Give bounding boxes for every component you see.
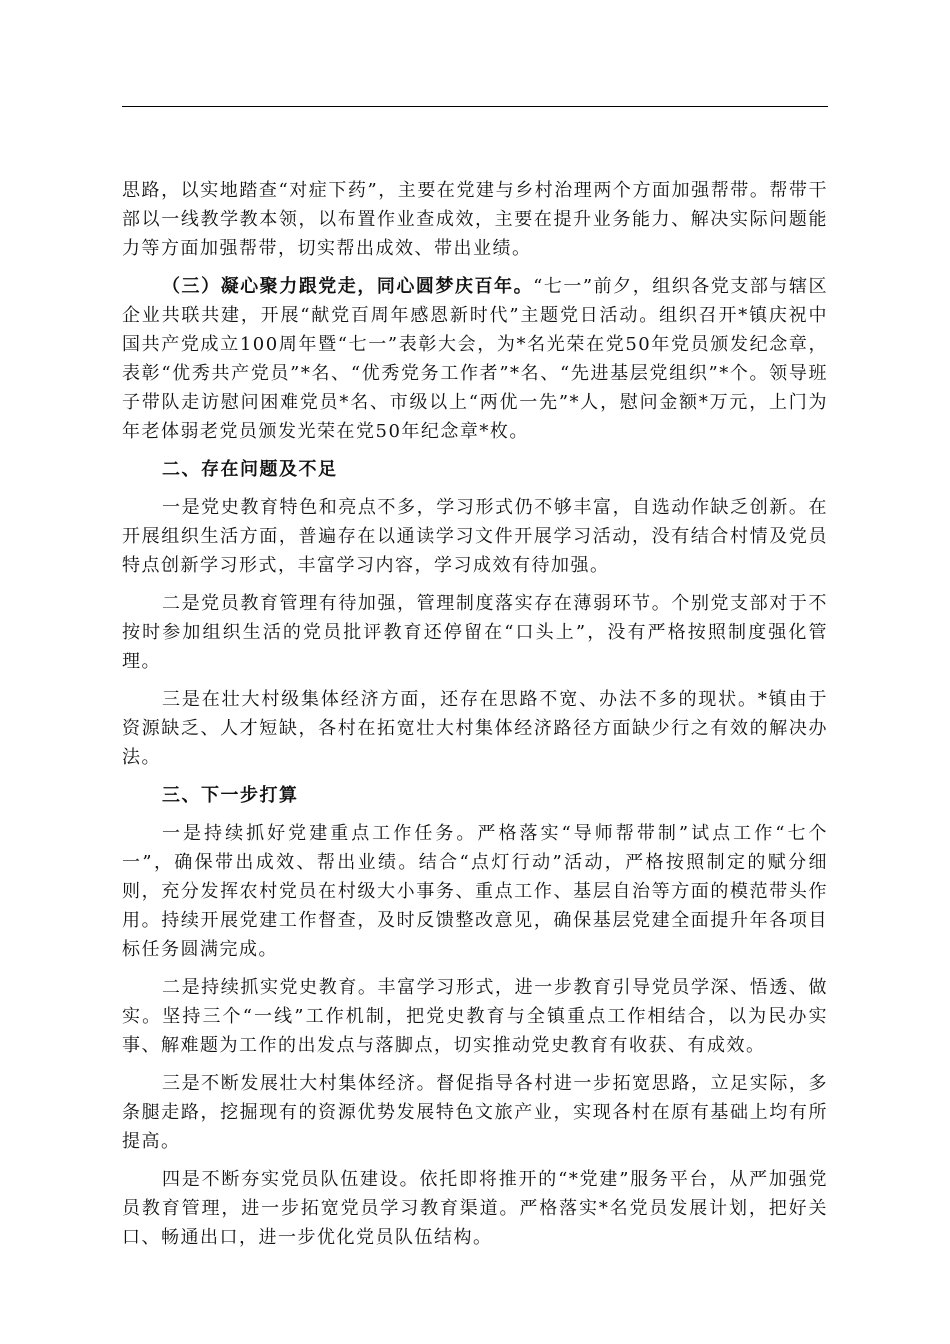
- heading-next-steps: 三、下一步打算: [162, 785, 299, 806]
- heading-problems: 二、存在问题及不足: [162, 459, 338, 480]
- document-body: [122, 176, 828, 1252]
- paragraph-plan-3: 三是不断发展壮大村集体经济。督促指导各村进一步拓宽思路，立足实际，多条腿走路，挖掘现有的资源优势发展特色文旅产业，实现各村在原有基础上均有所提高。: [122, 1073, 828, 1152]
- paragraph-problem-2: 二是党员教育管理有待加强，管理制度落实存在薄弱环节。个别党支部对于不按时参加组织生活的党员批评教育还停留在“口头上”，没有严格按照制度强化管理。: [122, 593, 828, 672]
- paragraph-section-3: [122, 272, 828, 446]
- paragraph-continued: 思路，以实地踏查“对症下药”，主要在党建与乡村治理两个方面加强帮带。帮带干部以一线教学教本领，以布置作业查成效，主要在提升业务能力、解决实际问题能力等方面加强帮带，切实帮出成效、带出业绩。: [122, 180, 828, 259]
- paragraph-problem-3: 三是在壮大村级集体经济方面，还存在思路不宽、办法不多的现状。*镇由于资源缺乏、人才短缺，各村在拓宽壮大村集体经济路径方面缺少行之有效的解决办法。: [122, 689, 828, 768]
- paragraph-plan-4: 四是不断夯实党员队伍建设。依托即将推开的“*党建”服务平台，从严加强党员教育管理，进一步拓宽党员学习教育渠道。严格落实*名党员发展计划，把好关口、畅通出口，进一步优化党员队伍结构。: [122, 1169, 828, 1248]
- paragraph-plan-2: 二是持续抓实党史教育。丰富学习形式，进一步教育引导党员学深、悟透、做实。坚持三个“一线”工作机制，把党史教育与全镇重点工作相结合，以为民办实事、解难题为工作的出发点与落脚点，切实推动党史教育有收获、有成效。: [122, 977, 828, 1056]
- paragraph-plan-1: 一是持续抓好党建重点工作任务。严格落实“导师帮带制”试点工作“七个一”，确保带出成效、帮出业绩。结合“点灯行动”活动，严格按照制定的赋分细则，充分发挥农村党员在村级大小事务、重点工作、基层自治等方面的模范带头作用。持续开展党建工作督查，及时反馈整改意见，确保基层党建全面提升年各项目标任务圆满完成。: [122, 823, 828, 960]
- section-3-lead: （三）凝心聚力跟党走，同心圆梦庆百年。: [162, 276, 534, 297]
- header-rule: [122, 106, 828, 107]
- paragraph-problem-1: 一是党史教育特色和亮点不多，学习形式仍不够丰富，自选动作缺乏创新。在开展组织生活方面，普遍存在以通读学习文件开展学习活动，没有结合村情及党员特点创新学习形式，丰富学习内容，学习成效有待加强。: [122, 497, 828, 576]
- section-3-body: “七一”前夕，组织各党支部与辖区企业共联共建，开展“献党百周年感恩新时代”主题党日活动。组织召开*镇庆祝中国共产党成立100周年暨“七一”表彰大会，为*名光荣在党50年党员颁发纪念章，表彰“优秀共产党员”*名、“优秀党务工作者”*名、“先进基层党组织”*个。领导班子带队走访慰问困难党员*名、市级以上“两优一先”*人，慰问金额*万元，上门为年老体弱老党员颁发光荣在党50年纪念章*枚。: [122, 276, 828, 442]
